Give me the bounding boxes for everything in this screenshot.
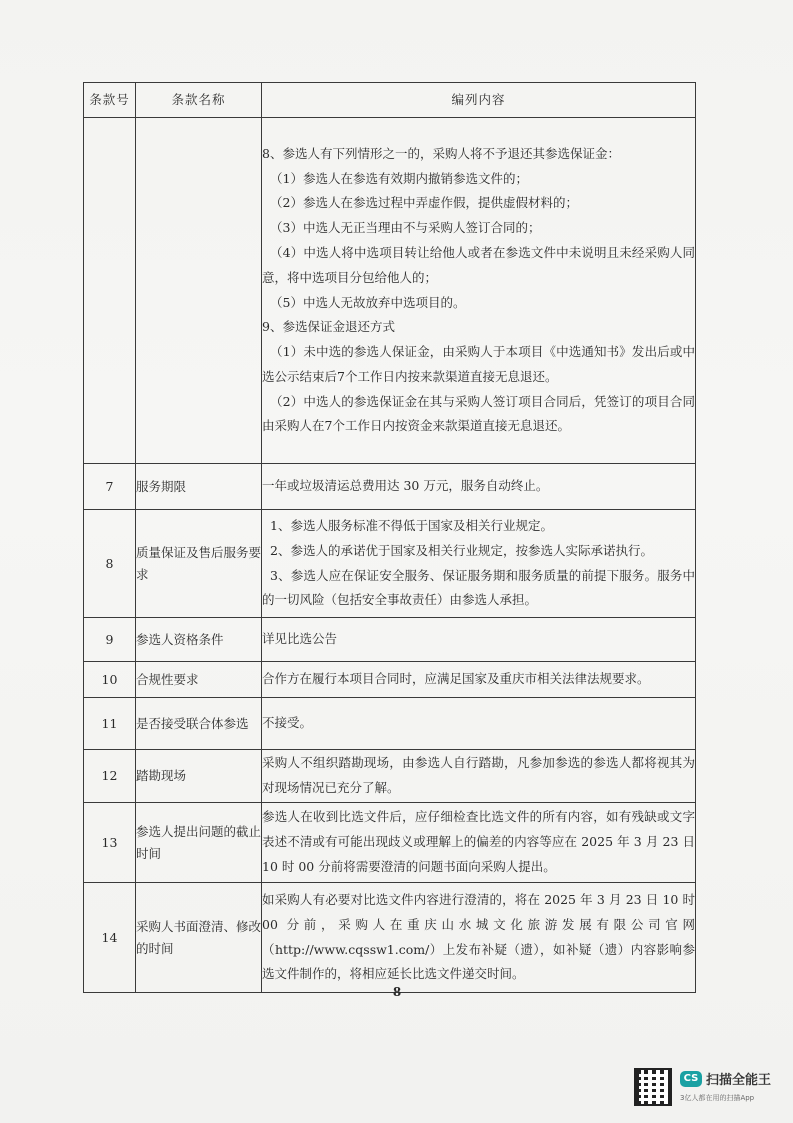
content-line: （2）中选人的参选保证金在其与采购人签订项目合同后，凭签订的项目合同由采购人在7个工作日内按资金来款渠道直接无息退还。 <box>262 393 695 434</box>
clause-name: 采购人书面澄清、修改的时间 <box>136 883 262 993</box>
content-line: （5）中选人无故放弃中选项目的。 <box>270 294 466 310</box>
content-line: （3）中选人无正当理由不与采购人签订合同的； <box>270 220 541 236</box>
clause-content <box>262 803 696 883</box>
header-clause-number: 条款号 <box>84 83 136 118</box>
clause-number: 14 <box>84 883 136 993</box>
content-line: 不接受。 <box>262 715 313 731</box>
clause-name: 参选人提出问题的截止时间 <box>136 803 262 883</box>
content-line: （2）参选人在参选过程中弄虚作假，提供虚假材料的； <box>270 195 578 211</box>
clause-number: 12 <box>84 750 136 803</box>
content-line: （4）中选人将中选项目转让给他人或者在参选文件中未说明且未经采购人同意，将中选项目分包给他人的； <box>262 244 695 285</box>
clause-number: 9 <box>84 618 136 662</box>
content-line: （1）参选人在参选有效期内撤销参选文件的； <box>270 170 528 186</box>
content-line: 详见比选公告 <box>262 631 338 647</box>
content-line: 如采购人有必要对比选文件内容进行澄清的，将在 2025 年 3 月 23 日 10 时 00 分前，采购人在重庆山水城文化旅游发展有限公司官网（http://www.cqssw1.com/）上发布补疑（遗），如补疑（遗）内容影响参选文件制作的，将相应延长比选文件递交时间。 <box>262 891 695 982</box>
content-line: 3、参选人应在保证安全服务、保证服务期和服务质量的前提下服务。服务中的一切风险（包括安全事故责任）由参选人承担。 <box>262 567 695 608</box>
table-row <box>84 618 696 662</box>
table-row <box>84 510 696 618</box>
content-line: 9、参选保证金退还方式 <box>262 319 395 335</box>
clause-content <box>262 118 696 464</box>
table-row <box>84 118 696 464</box>
clause-name <box>136 118 262 464</box>
clause-content <box>262 883 696 993</box>
clause-name: 质量保证及售后服务要求 <box>136 510 262 618</box>
clause-number <box>84 118 136 464</box>
clause-name: 踏勘现场 <box>136 750 262 803</box>
header-clause-name: 条款名称 <box>136 83 262 118</box>
scanner-watermark <box>630 1066 780 1110</box>
clause-content <box>262 510 696 618</box>
clause-content <box>262 662 696 698</box>
table-header-row <box>84 83 696 118</box>
content-line: 一年或垃圾清运总费用达 30 万元，服务自动终止。 <box>262 478 549 494</box>
clause-content <box>262 750 696 803</box>
table-row <box>84 698 696 750</box>
watermark-brand: 扫描全能王 <box>706 1073 772 1088</box>
clause-name: 参选人资格条件 <box>136 618 262 662</box>
clauses-table <box>83 82 696 993</box>
table-row <box>84 662 696 698</box>
clause-number: 13 <box>84 803 136 883</box>
clause-name: 服务期限 <box>136 464 262 510</box>
camscanner-logo-icon: CS <box>680 1071 702 1087</box>
content-line: 采购人不组织踏勘现场，由参选人自行踏勘，凡参加参选的参选人都将视其为对现场情况已充分了解。 <box>262 755 695 795</box>
content-line: 参选人在收到比选文件后，应仔细检查比选文件的所有内容，如有残缺或文字表述不清或有可能出现歧义或理解上的偏差的内容等应在 2025 年 3 月 23 日 10 时 00 分前将需要澄清的问题书面向采购人提出。 <box>262 809 695 874</box>
clause-content <box>262 618 696 662</box>
clause-number: 10 <box>84 662 136 698</box>
page-number: 8 <box>392 985 402 999</box>
content-line: 1、参选人服务标准不得低于国家及相关行业规定。 <box>270 517 553 533</box>
clause-content <box>262 464 696 510</box>
table-row <box>84 464 696 510</box>
content-line: 2、参选人的承诺优于国家及相关行业规定，按参选人实际承诺执行。 <box>270 542 653 558</box>
table-row <box>84 883 696 993</box>
content-line: 8、参选人有下列情形之一的，采购人将不予退还其参选保证金： <box>262 145 620 161</box>
clause-number: 8 <box>84 510 136 618</box>
clause-name: 是否接受联合体参选 <box>136 698 262 750</box>
header-content: 编列内容 <box>262 83 696 118</box>
table-row <box>84 750 696 803</box>
clause-name: 合规性要求 <box>136 662 262 698</box>
table-row <box>84 803 696 883</box>
qr-code-icon <box>634 1068 672 1106</box>
watermark-tagline: 3亿人都在用的扫描App <box>680 1094 755 1102</box>
clause-number: 7 <box>84 464 136 510</box>
clause-number: 11 <box>84 698 136 750</box>
content-line: （1）未中选的参选人保证金，由采购人于本项目《中选通知书》发出后或中选公示结束后7个工作日内按来款渠道直接无息退还。 <box>262 344 695 384</box>
clause-content <box>262 698 696 750</box>
content-line: 合作方在履行本项目合同时，应满足国家及重庆市相关法律法规要求。 <box>262 671 650 687</box>
